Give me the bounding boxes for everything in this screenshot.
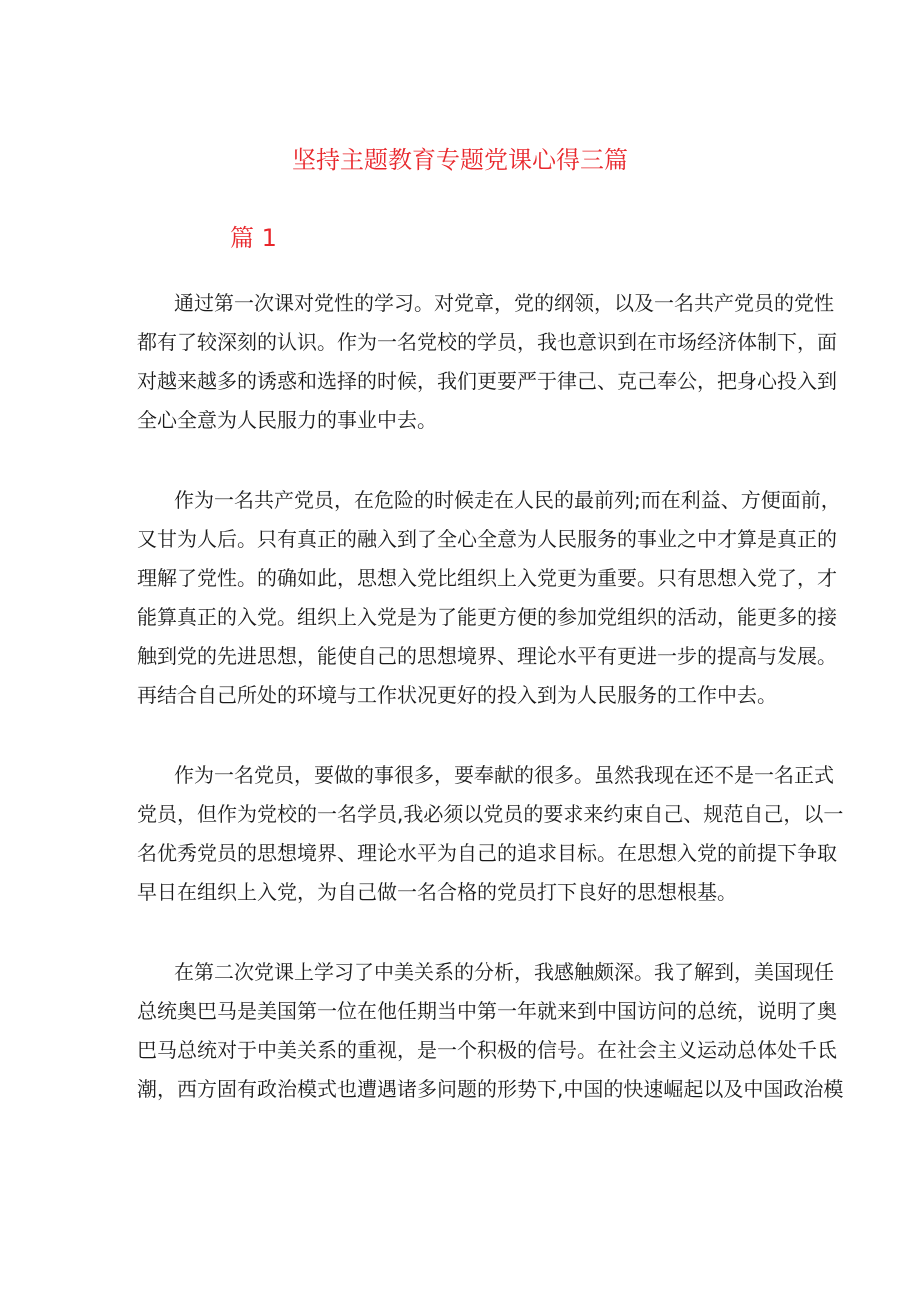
paragraph	[137, 953, 844, 1109]
paragraph-line: 又甘为人后。只有真正的融入到了全心全意为人民服务的事业之中才算是真正的	[137, 527, 837, 551]
document-title: 坚持主题教育专题党课心得三篇	[292, 146, 628, 174]
section-heading: 篇 1	[230, 224, 277, 252]
paragraph-line: 潮，西方固有政治模式也遭遇诸多问题的形势下,中国的快速崛起以及中国政治模	[137, 1077, 844, 1101]
paragraph-line: 巴马总统对于中美关系的重视，是一个积极的信号。在社会主义运动总体处千氐	[137, 1038, 837, 1062]
paragraph-line: 名优秀党员的思想境界、理论水平为自己的追求目标。在思想入党的前提下争取	[137, 841, 837, 865]
paragraph-line: 党员，但作为党校的一名学员,我必须以党员的要求来约束自己、规范自己，以一	[137, 802, 844, 826]
paragraph-line: 触到党的先进思想，能使自己的思想境界、理论水平有更进一步的提高与发展。	[137, 644, 837, 668]
paragraph-line: 都有了较深刻的认识。作为一名党校的学员，我也意识到在市场经济体制下，面	[137, 330, 837, 354]
paragraph	[137, 284, 837, 440]
paragraph-line: 对越来越多的诱惑和选择的时候，我们更要严于律己、克己奉公，把身心投入到	[137, 369, 837, 393]
paragraph-line: 理解了党性。的确如此，思想入党比组织上入党更为重要。只有思想入党了，才	[137, 566, 837, 590]
paragraph-line: 全心全意为人民服力的事业中去。	[137, 408, 437, 432]
paragraph-line: 能算真正的入党。组织上入党是为了能更方便的参加党组织的活动，能更多的接	[137, 605, 837, 629]
paragraph-line: 早日在组织上入党，为自己做一名合格的党员打下良好的思想根基。	[137, 880, 737, 904]
paragraph-line: 作为一名党员，要做的事很多，要奉献的很多。虽然我现在还不是一名正式	[174, 763, 834, 787]
paragraph	[137, 481, 841, 715]
document-body	[137, 284, 844, 1150]
paragraph-line: 在第二次党课上学习了中美关系的分析，我感触颇深。我了解到，美国现任	[174, 960, 834, 984]
paragraph-line: 作为一名共产党员，在危险的时候走在人民的最前列;而在利益、方便面前，	[174, 488, 841, 512]
paragraph-line: 通过第一次课对党性的学习。对党章，党的纲领，以及一名共产党员的党性	[174, 291, 834, 315]
paragraph	[137, 756, 844, 912]
paragraph-line: 总统奥巴马是美国第一位在他任期当中第一年就来到中国访问的总统，说明了奥	[137, 999, 837, 1023]
paragraph-line: 再结合自己所处的环境与工作状况更好的投入到为人民服务的工作中去。	[137, 683, 777, 707]
